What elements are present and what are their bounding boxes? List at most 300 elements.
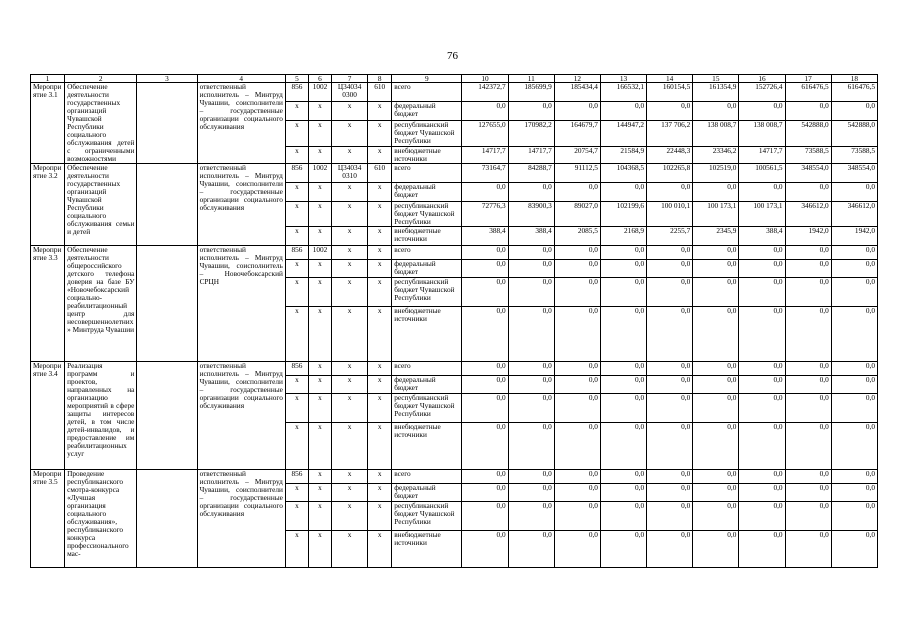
empty-cell [137, 470, 197, 568]
funding-value: 138 008,7 [739, 121, 785, 146]
funding-source: федеральный бюджет [392, 484, 462, 502]
section-code: х [308, 484, 331, 502]
funding-value: 0,0 [462, 102, 508, 121]
funding-value: 0,0 [462, 376, 508, 394]
funding-value: 0,0 [554, 260, 600, 278]
funding-value: 0,0 [693, 102, 739, 121]
table-row [31, 246, 878, 260]
funding-source: федеральный бюджет [392, 376, 462, 394]
admin-code: х [285, 376, 308, 394]
funding-value: 348554,0 [831, 164, 877, 183]
funding-source: республиканский бюджет Чувашской Республики [392, 502, 462, 531]
section-code: х [308, 102, 331, 121]
funding-source: республиканский бюджет Чувашской Республики [392, 278, 462, 307]
funding-value: 0,0 [785, 484, 831, 502]
expense-type-code: х [368, 146, 392, 163]
section-code: х [308, 278, 331, 307]
section-code: х [308, 376, 331, 394]
funding-value: 0,0 [785, 260, 831, 278]
funding-value: 0,0 [554, 376, 600, 394]
funding-value: 0,0 [647, 502, 693, 531]
funding-value: 0,0 [693, 376, 739, 394]
funding-value: 0,0 [462, 278, 508, 307]
expense-type-code: х [368, 502, 392, 531]
funding-source: внебюджетные источники [392, 146, 462, 163]
column-number-5: 5 [285, 75, 308, 83]
admin-code: х [285, 423, 308, 470]
funding-value: 0,0 [600, 362, 646, 376]
admin-code: 856 [285, 362, 308, 376]
funding-value: 84288,7 [508, 164, 554, 183]
section-code: 1002 [308, 164, 331, 183]
admin-code: х [285, 121, 308, 146]
measure-responsible: ответственный исполнитель – Минтруд Чувашии, соисполнитель – Новочебоксарский СРЦН [197, 246, 285, 362]
table-row [31, 83, 878, 102]
funding-value: 616476,5 [785, 83, 831, 102]
funding-source: внебюджетные источники [392, 307, 462, 362]
funding-value: 73588,5 [785, 146, 831, 163]
target-article-code: х [332, 531, 368, 568]
funding-source: республиканский бюджет Чувашской Республики [392, 394, 462, 423]
funding-value: 542888,0 [785, 121, 831, 146]
funding-value: 14717,7 [508, 146, 554, 163]
column-number-4: 4 [197, 75, 285, 83]
target-article-code: х [332, 502, 368, 531]
measure-responsible: ответственный исполнитель – Минтруд Чувашии, соисполнители – государственные организации социального обслуживания [197, 164, 285, 246]
funding-value: 2345,9 [693, 227, 739, 246]
table-row [31, 470, 878, 484]
funding-source: всего [392, 470, 462, 484]
funding-value: 185699,9 [508, 83, 554, 102]
target-article-code: х [332, 121, 368, 146]
funding-value: 0,0 [739, 183, 785, 202]
admin-code: х [285, 531, 308, 568]
column-number-8: 8 [368, 75, 392, 83]
funding-value: 0,0 [739, 246, 785, 260]
measure-title: Проведение республиканского смотра-конкурса «Лучшая организация социального обслуживания», республиканского конкурса профессионального мас- [65, 470, 137, 568]
target-article-code: х [332, 183, 368, 202]
funding-value: 0,0 [647, 102, 693, 121]
funding-value: 100 010,1 [647, 202, 693, 227]
funding-value: 0,0 [554, 423, 600, 470]
funding-value: 0,0 [693, 470, 739, 484]
column-number-1: 1 [31, 75, 65, 83]
measure-responsible: ответственный исполнитель – Минтруд Чувашии, соисполнители – государственные организации социального обслуживания [197, 83, 285, 164]
funding-value: 0,0 [554, 307, 600, 362]
funding-source: всего [392, 164, 462, 183]
funding-value: 0,0 [785, 502, 831, 531]
funding-value: 0,0 [647, 278, 693, 307]
funding-value: 0,0 [831, 307, 877, 362]
funding-value: 23346,2 [693, 146, 739, 163]
funding-value: 0,0 [647, 531, 693, 568]
funding-value: 0,0 [693, 531, 739, 568]
funding-value: 0,0 [554, 362, 600, 376]
funding-value: 0,0 [462, 362, 508, 376]
funding-value: 388,4 [739, 227, 785, 246]
funding-value: 142372,7 [462, 83, 508, 102]
funding-value: 0,0 [508, 278, 554, 307]
measure-title: Обеспечение деятельности государственных организаций Чувашской Республики социального обслуживания семьи и детей [65, 164, 137, 246]
funding-value: 0,0 [508, 183, 554, 202]
funding-value: 170982,2 [508, 121, 554, 146]
funding-value: 1942,0 [785, 227, 831, 246]
funding-value: 0,0 [785, 183, 831, 202]
funding-value: 0,0 [600, 376, 646, 394]
funding-value: 100 173,1 [739, 202, 785, 227]
funding-value: 388,4 [508, 227, 554, 246]
funding-value: 0,0 [739, 502, 785, 531]
section-code: х [308, 202, 331, 227]
funding-value: 0,0 [508, 484, 554, 502]
funding-value: 102519,0 [693, 164, 739, 183]
funding-value: 0,0 [554, 394, 600, 423]
measure-id: Мероприятие 3.2 [31, 164, 65, 246]
funding-source: республиканский бюджет Чувашской Республики [392, 121, 462, 146]
column-number-14: 14 [647, 75, 693, 83]
expense-type-code: х [368, 102, 392, 121]
funding-value: 100561,5 [739, 164, 785, 183]
section-code: 1002 [308, 246, 331, 260]
funding-value: 0,0 [647, 394, 693, 423]
target-article-code: х [332, 423, 368, 470]
column-number-17: 17 [785, 75, 831, 83]
funding-value: 0,0 [508, 376, 554, 394]
funding-value: 72776,3 [462, 202, 508, 227]
funding-value: 2085,5 [554, 227, 600, 246]
funding-value: 0,0 [831, 260, 877, 278]
funding-value: 0,0 [785, 246, 831, 260]
expense-type-code: 610 [368, 164, 392, 183]
header-row [31, 75, 878, 83]
funding-value: 20754,7 [554, 146, 600, 163]
expense-type-code: х [368, 376, 392, 394]
funding-value: 0,0 [693, 502, 739, 531]
measure-id: Мероприятие 3.4 [31, 362, 65, 470]
funding-value: 0,0 [831, 394, 877, 423]
target-article-code: х [332, 202, 368, 227]
section-code: х [308, 362, 331, 376]
admin-code: 856 [285, 83, 308, 102]
funding-value: 0,0 [693, 246, 739, 260]
column-number-12: 12 [554, 75, 600, 83]
column-number-13: 13 [600, 75, 646, 83]
funding-source: внебюджетные источники [392, 423, 462, 470]
column-number-3: 3 [137, 75, 197, 83]
expense-type-code: х [368, 246, 392, 260]
expense-type-code: х [368, 260, 392, 278]
funding-value: 0,0 [739, 531, 785, 568]
funding-value: 0,0 [508, 394, 554, 423]
funding-value: 83900,3 [508, 202, 554, 227]
target-article-code: х [332, 246, 368, 260]
funding-source: внебюджетные источники [392, 531, 462, 568]
funding-source: республиканский бюджет Чувашской Республики [392, 202, 462, 227]
section-code: х [308, 183, 331, 202]
funding-value: 0,0 [739, 307, 785, 362]
funding-value: 0,0 [508, 470, 554, 484]
funding-value: 0,0 [600, 423, 646, 470]
measure-title: Обеспечение деятельности общероссийского детского телефона доверия на базе БУ «Новочебоксарский социально-реабилитационный центр для несовершеннолетних» Минтруда Чувашии [65, 246, 137, 362]
target-article-code: х [332, 278, 368, 307]
funding-value: 0,0 [739, 423, 785, 470]
expense-type-code: 610 [368, 83, 392, 102]
target-article-code: х [332, 260, 368, 278]
expense-type-code: х [368, 227, 392, 246]
funding-value: 0,0 [600, 394, 646, 423]
funding-value: 0,0 [554, 183, 600, 202]
column-number-2: 2 [65, 75, 137, 83]
funding-value: 0,0 [600, 502, 646, 531]
expense-type-code: х [368, 278, 392, 307]
funding-value: 100 173,1 [693, 202, 739, 227]
target-article-code: х [332, 484, 368, 502]
funding-value: 0,0 [647, 307, 693, 362]
funding-value: 161354,9 [693, 83, 739, 102]
funding-value: 0,0 [831, 183, 877, 202]
funding-value: 0,0 [693, 307, 739, 362]
funding-value: 0,0 [600, 183, 646, 202]
empty-cell [137, 246, 197, 362]
funding-value: 346612,0 [785, 202, 831, 227]
funding-value: 0,0 [600, 278, 646, 307]
funding-value: 0,0 [831, 423, 877, 470]
measure-title: Реализация программ и проектов, направленных на организацию мероприятий в сфере защиты интересов детей, в том числе детей-инвалидов, и предоставление им реабилитационных услуг [65, 362, 137, 470]
funding-value: 0,0 [647, 183, 693, 202]
admin-code: х [285, 183, 308, 202]
funding-value: 0,0 [693, 260, 739, 278]
funding-value: 0,0 [600, 102, 646, 121]
target-article-code: х [332, 394, 368, 423]
funding-value: 0,0 [508, 423, 554, 470]
column-number-18: 18 [831, 75, 877, 83]
measure-title: Обеспечение деятельности государственных организаций Чувашской Республики социального обслуживания детей с ограниченными возможностями [65, 83, 137, 164]
admin-code: х [285, 394, 308, 423]
admin-code: х [285, 260, 308, 278]
measure-id: Мероприятие 3.3 [31, 246, 65, 362]
funding-value: 0,0 [831, 470, 877, 484]
funding-value: 0,0 [508, 102, 554, 121]
funding-value: 542888,0 [831, 121, 877, 146]
budget-table [30, 74, 878, 568]
funding-value: 0,0 [785, 376, 831, 394]
section-code: х [308, 394, 331, 423]
funding-value: 0,0 [600, 246, 646, 260]
funding-value: 0,0 [739, 394, 785, 423]
funding-value: 73164,7 [462, 164, 508, 183]
admin-code: 856 [285, 246, 308, 260]
expense-type-code: х [368, 531, 392, 568]
funding-source: внебюджетные источники [392, 227, 462, 246]
expense-type-code: х [368, 307, 392, 362]
funding-value: 0,0 [600, 260, 646, 278]
empty-cell [137, 362, 197, 470]
funding-value: 616476,5 [831, 83, 877, 102]
funding-value: 2168,9 [600, 227, 646, 246]
admin-code: х [285, 502, 308, 531]
funding-value: 0,0 [462, 246, 508, 260]
expense-type-code: х [368, 484, 392, 502]
table-row [31, 164, 878, 183]
column-number-6: 6 [308, 75, 331, 83]
column-number-7: 7 [332, 75, 368, 83]
funding-value: 0,0 [739, 470, 785, 484]
funding-value: 348554,0 [785, 164, 831, 183]
funding-value: 0,0 [554, 531, 600, 568]
funding-value: 144947,2 [600, 121, 646, 146]
funding-value: 0,0 [554, 246, 600, 260]
funding-value: 0,0 [462, 531, 508, 568]
section-code: 1002 [308, 83, 331, 102]
admin-code: х [285, 227, 308, 246]
target-article-code: Ц34034 0310 [332, 164, 368, 183]
admin-code: х [285, 484, 308, 502]
target-article-code: х [332, 362, 368, 376]
funding-source: всего [392, 246, 462, 260]
admin-code: 856 [285, 164, 308, 183]
funding-value: 0,0 [785, 470, 831, 484]
funding-value: 0,0 [600, 307, 646, 362]
section-code: х [308, 260, 331, 278]
target-article-code: Ц34034 0300 [332, 83, 368, 102]
column-number-16: 16 [739, 75, 785, 83]
funding-value: 22448,3 [647, 146, 693, 163]
admin-code: х [285, 146, 308, 163]
column-number-9: 9 [392, 75, 462, 83]
measure-id: Мероприятие 3.1 [31, 83, 65, 164]
funding-source: федеральный бюджет [392, 102, 462, 121]
funding-value: 73588,5 [831, 146, 877, 163]
funding-value: 0,0 [785, 394, 831, 423]
funding-value: 0,0 [831, 278, 877, 307]
funding-value: 0,0 [462, 484, 508, 502]
funding-value: 0,0 [785, 278, 831, 307]
measure-responsible: ответственный исполнитель – Минтруд Чувашии, соисполнители – государственные организации социального обслуживания [197, 362, 285, 470]
funding-value: 0,0 [831, 531, 877, 568]
funding-value: 0,0 [647, 423, 693, 470]
funding-value: 21584,9 [600, 146, 646, 163]
funding-value: 0,0 [831, 246, 877, 260]
funding-value: 0,0 [785, 423, 831, 470]
funding-value: 137 706,2 [647, 121, 693, 146]
target-article-code: х [332, 227, 368, 246]
funding-value: 14717,7 [739, 146, 785, 163]
section-code: х [308, 121, 331, 146]
funding-value: 0,0 [508, 307, 554, 362]
funding-value: 0,0 [693, 183, 739, 202]
funding-value: 89027,0 [554, 202, 600, 227]
funding-value: 0,0 [831, 484, 877, 502]
empty-cell [137, 83, 197, 164]
funding-value: 0,0 [647, 362, 693, 376]
funding-value: 0,0 [554, 484, 600, 502]
funding-value: 0,0 [462, 470, 508, 484]
funding-value: 127655,0 [462, 121, 508, 146]
measure-id: Мероприятие 3.5 [31, 470, 65, 568]
admin-code: х [285, 307, 308, 362]
funding-value: 0,0 [739, 484, 785, 502]
funding-value: 0,0 [831, 376, 877, 394]
funding-value: 0,0 [785, 531, 831, 568]
funding-value: 0,0 [647, 484, 693, 502]
expense-type-code: х [368, 121, 392, 146]
funding-value: 0,0 [647, 260, 693, 278]
funding-value: 14717,7 [462, 146, 508, 163]
funding-value: 1942,0 [831, 227, 877, 246]
funding-value: 388,4 [462, 227, 508, 246]
column-number-10: 10 [462, 75, 508, 83]
target-article-code: х [332, 102, 368, 121]
funding-value: 0,0 [554, 470, 600, 484]
funding-source: федеральный бюджет [392, 183, 462, 202]
admin-code: х [285, 278, 308, 307]
column-number-11: 11 [508, 75, 554, 83]
funding-value: 0,0 [647, 470, 693, 484]
section-code: х [308, 531, 331, 568]
funding-value: 102199,6 [600, 202, 646, 227]
funding-value: 0,0 [508, 362, 554, 376]
funding-value: 91112,5 [554, 164, 600, 183]
funding-value: 0,0 [693, 423, 739, 470]
target-article-code: х [332, 146, 368, 163]
funding-value: 0,0 [462, 183, 508, 202]
funding-value: 0,0 [462, 307, 508, 362]
funding-value: 0,0 [600, 470, 646, 484]
admin-code: х [285, 202, 308, 227]
funding-value: 0,0 [462, 394, 508, 423]
funding-value: 185434,4 [554, 83, 600, 102]
funding-value: 0,0 [739, 376, 785, 394]
funding-value: 0,0 [693, 278, 739, 307]
funding-source: федеральный бюджет [392, 260, 462, 278]
expense-type-code: х [368, 202, 392, 227]
funding-value: 160154,5 [647, 83, 693, 102]
funding-value: 0,0 [508, 531, 554, 568]
funding-value: 138 008,7 [693, 121, 739, 146]
funding-value: 0,0 [831, 362, 877, 376]
expense-type-code: х [368, 423, 392, 470]
expense-type-code: х [368, 394, 392, 423]
table-row [31, 362, 878, 376]
funding-value: 0,0 [831, 102, 877, 121]
funding-value: 0,0 [508, 502, 554, 531]
section-code: х [308, 307, 331, 362]
section-code: х [308, 146, 331, 163]
empty-cell [137, 164, 197, 246]
funding-value: 0,0 [600, 484, 646, 502]
funding-value: 0,0 [462, 260, 508, 278]
funding-value: 0,0 [462, 423, 508, 470]
funding-value: 0,0 [739, 260, 785, 278]
funding-value: 0,0 [647, 246, 693, 260]
funding-source: всего [392, 362, 462, 376]
funding-value: 0,0 [554, 102, 600, 121]
funding-value: 0,0 [739, 102, 785, 121]
funding-value: 0,0 [831, 502, 877, 531]
section-code: х [308, 227, 331, 246]
target-article-code: х [332, 470, 368, 484]
target-article-code: х [332, 376, 368, 394]
funding-value: 0,0 [785, 102, 831, 121]
column-number-15: 15 [693, 75, 739, 83]
section-code: х [308, 502, 331, 531]
funding-value: 102265,8 [647, 164, 693, 183]
admin-code: 856 [285, 470, 308, 484]
funding-value: 104368,5 [600, 164, 646, 183]
funding-value: 0,0 [462, 502, 508, 531]
funding-value: 0,0 [647, 376, 693, 394]
funding-value: 0,0 [600, 531, 646, 568]
